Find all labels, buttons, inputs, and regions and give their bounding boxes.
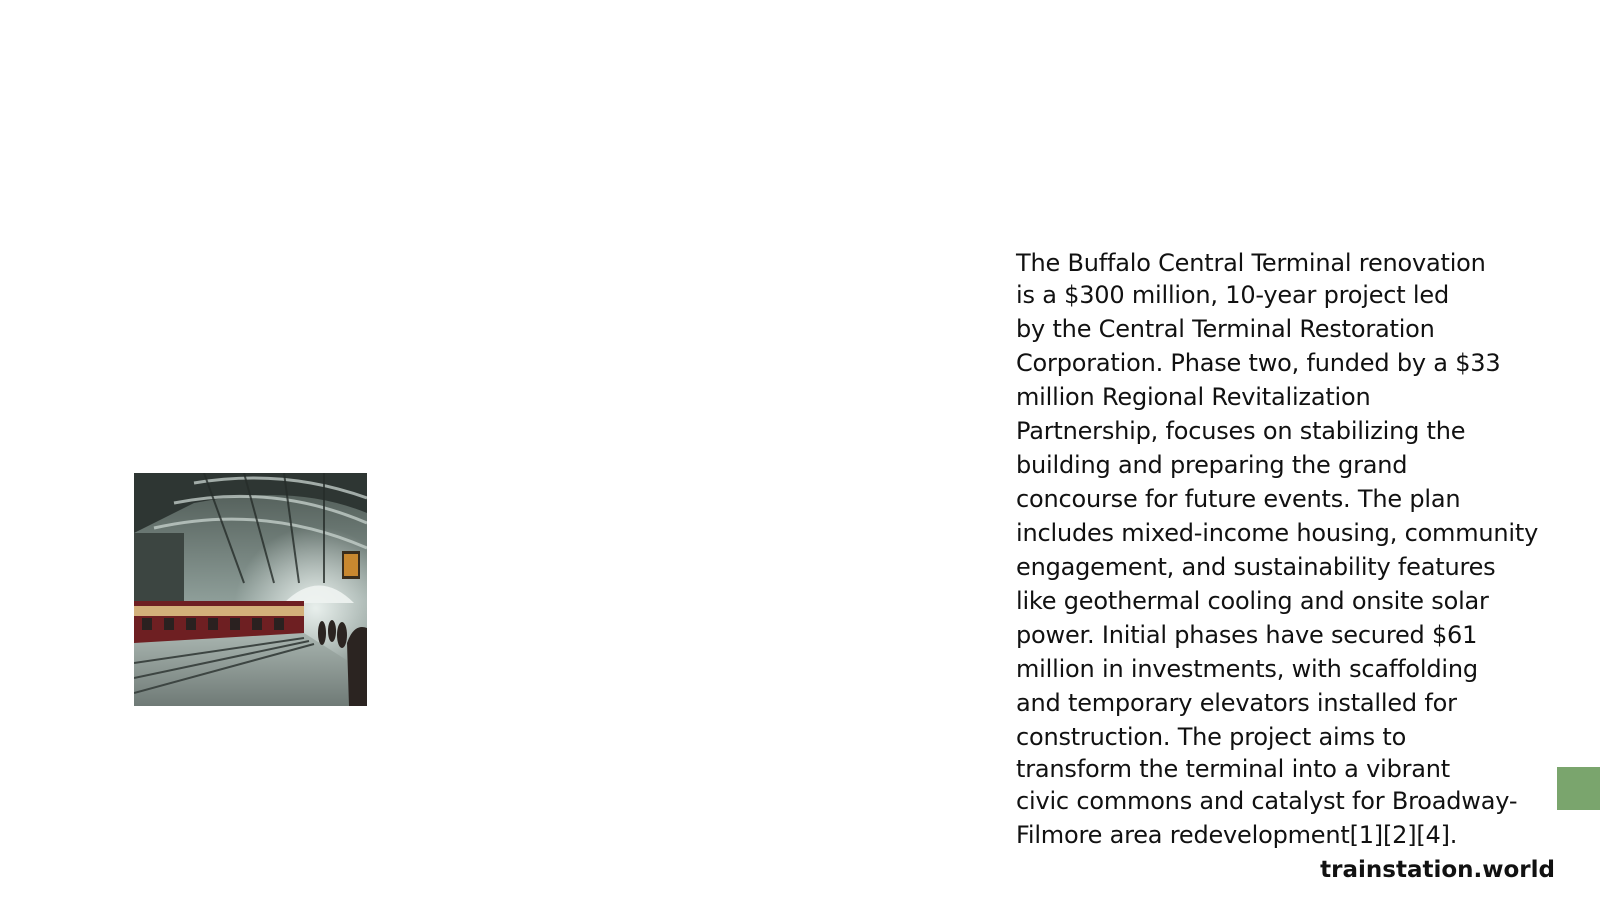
article-line: is a $300 million, 10-year project led xyxy=(1016,281,1449,309)
article-line: The Buffalo Central Terminal renovation xyxy=(1016,249,1486,277)
article-line: million Regional Revitalization xyxy=(1016,383,1371,411)
article-line: million in investments, with scaffolding xyxy=(1016,655,1478,683)
article-line: power. Initial phases have secured $61 xyxy=(1016,621,1478,649)
article-line: building and preparing the grand xyxy=(1016,451,1408,479)
article-line: and temporary elevators installed for xyxy=(1016,689,1457,717)
article-line: like geothermal cooling and onsite solar xyxy=(1016,587,1489,615)
article-line: Partnership, focuses on stabilizing the xyxy=(1016,417,1466,445)
article-line: transform the terminal into a vibrant xyxy=(1016,755,1451,783)
article-line: Corporation. Phase two, funded by a $33 xyxy=(1016,349,1501,377)
article-line: concourse for future events. The plan xyxy=(1016,485,1461,513)
article-line: Filmore area redevelopment[1][2][4]. xyxy=(1016,821,1458,849)
article-line: includes mixed-income housing, community xyxy=(1016,519,1539,547)
article-line: by the Central Terminal Restoration xyxy=(1016,315,1435,343)
article-line: construction. The project aims to xyxy=(1016,723,1407,751)
accent-square xyxy=(1557,767,1600,810)
article-line: engagement, and sustainability features xyxy=(1016,553,1496,581)
site-watermark: trainstation.world xyxy=(1320,857,1555,883)
article-paragraph xyxy=(1016,248,1556,852)
train-station-photo xyxy=(134,473,367,706)
article-line: civic commons and catalyst for Broadway- xyxy=(1016,787,1518,815)
